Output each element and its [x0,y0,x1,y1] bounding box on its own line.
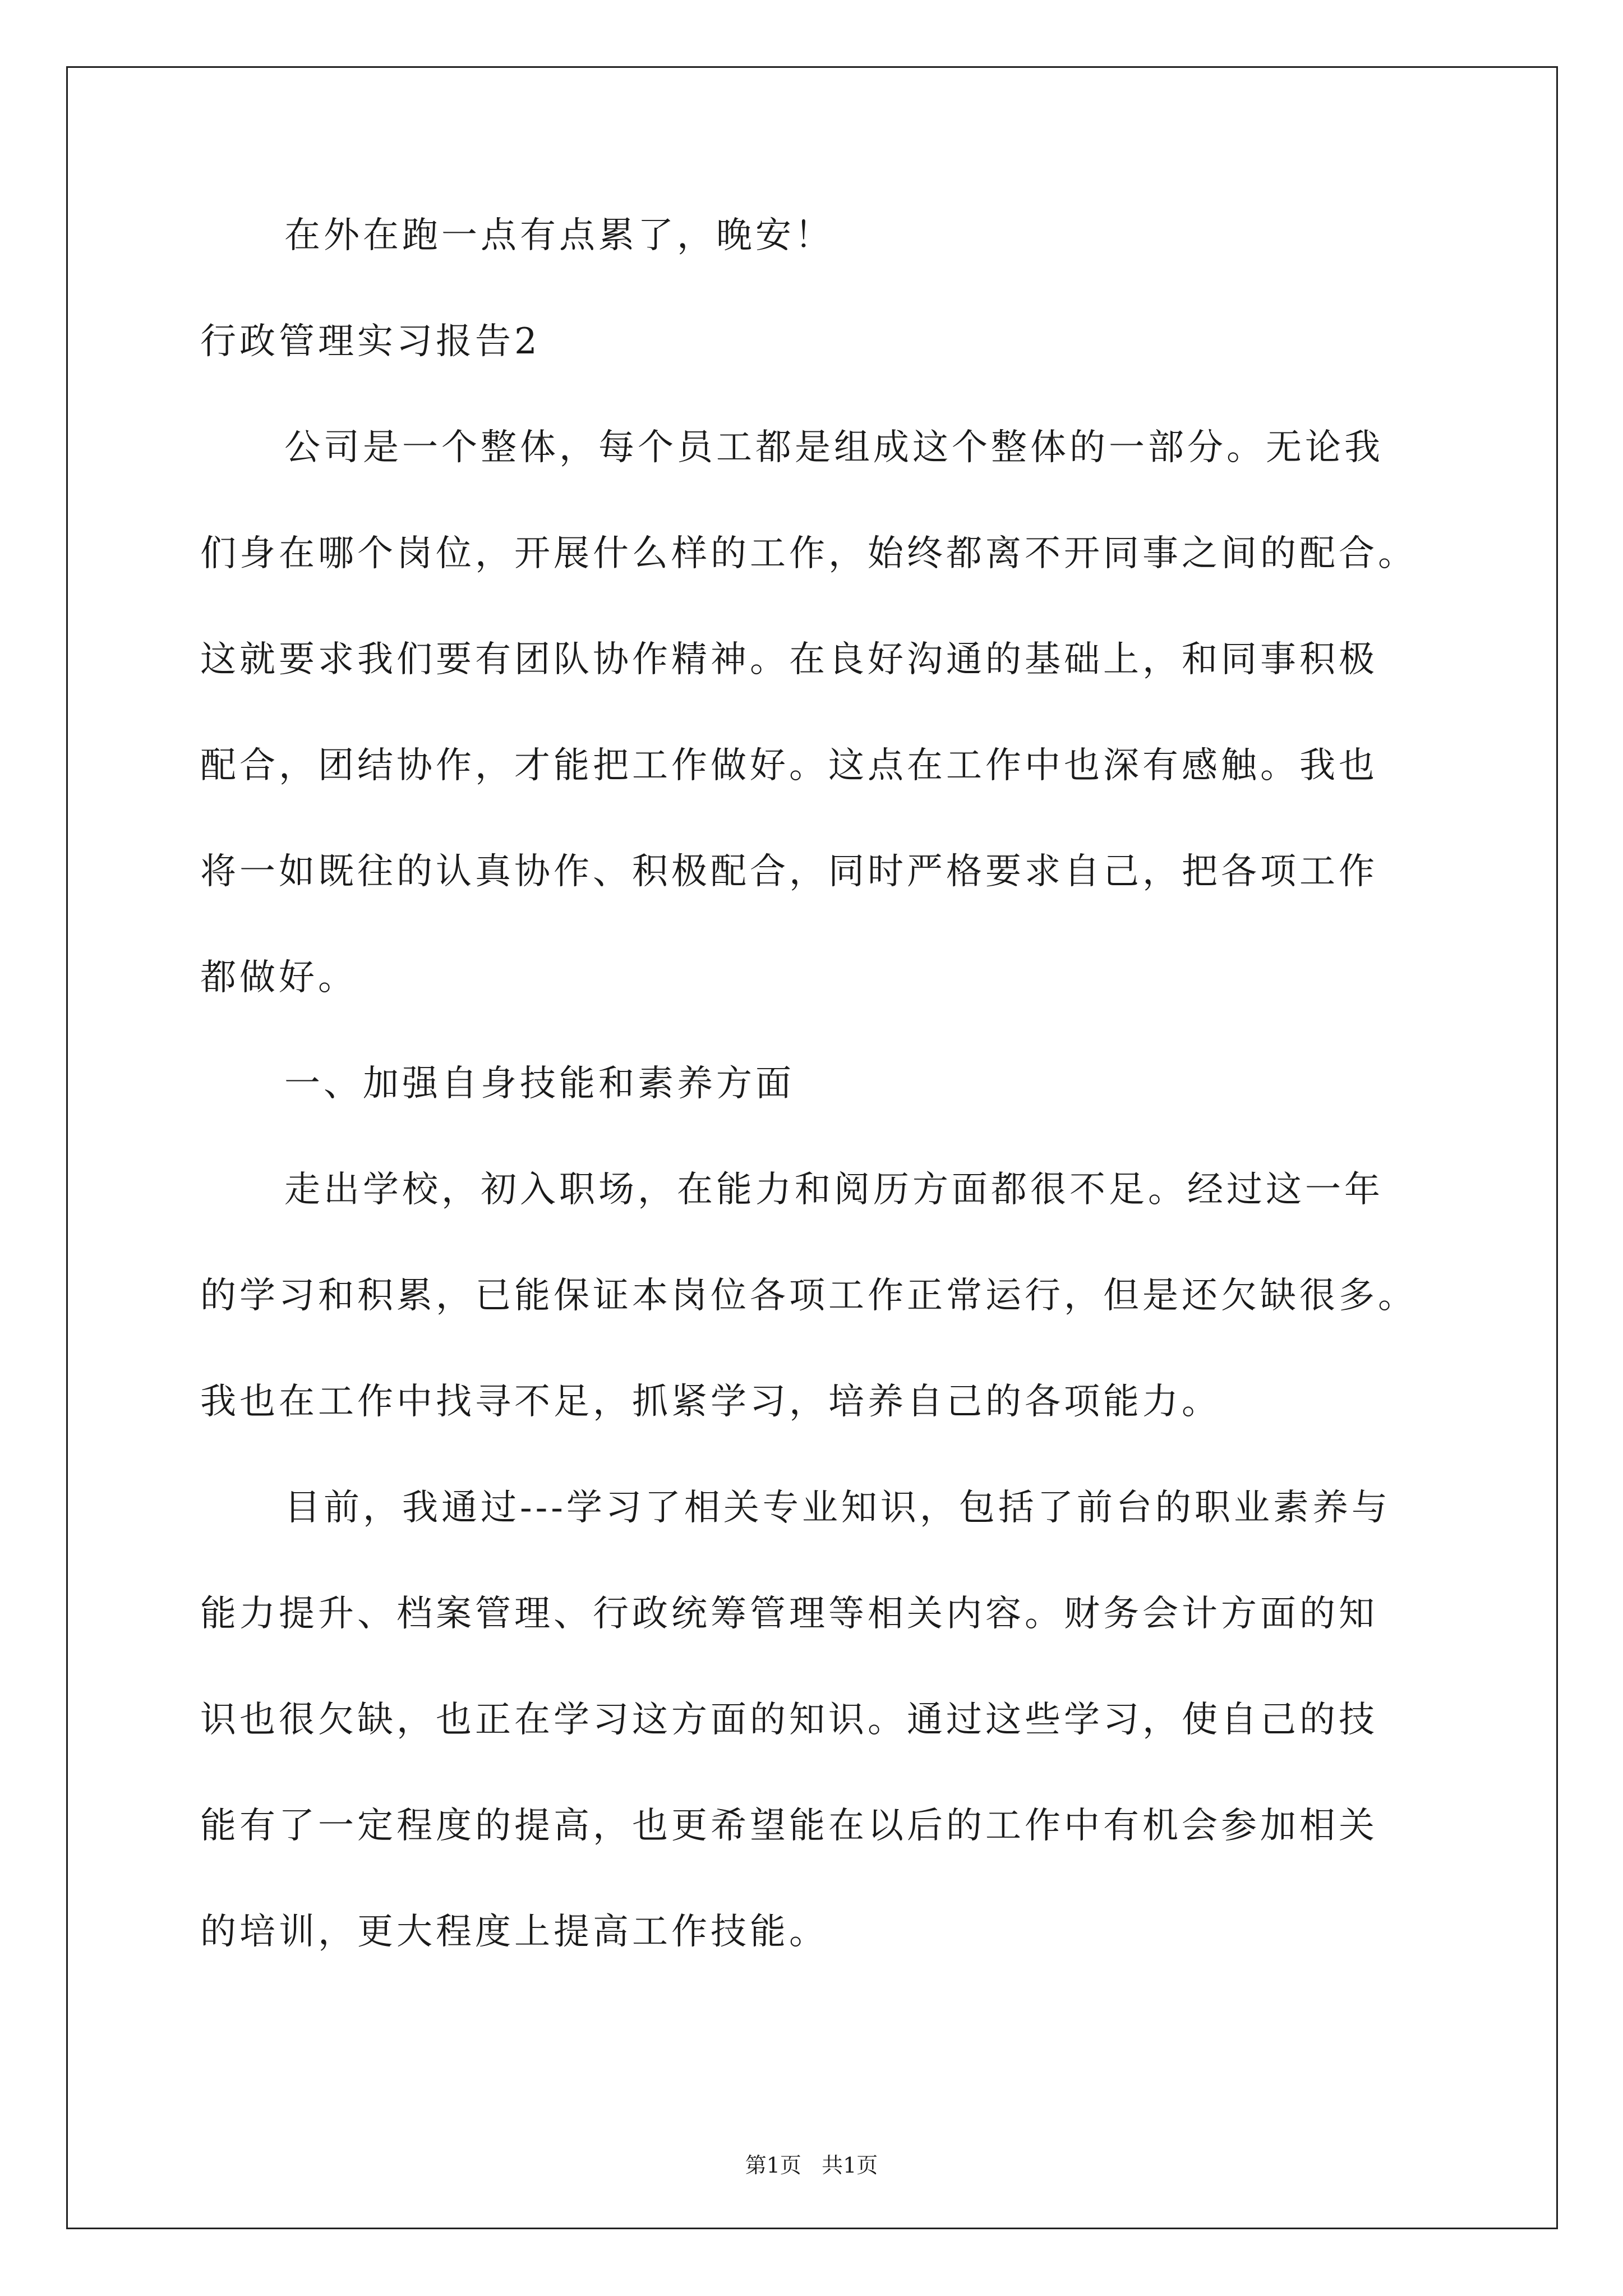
paragraph-line: 配合，团结协作，才能把工作做好。这点在工作中也深有感触。我也 [200,745,1378,786]
paragraph-closing-line: 在外在跑一点有点累了，晚安！ [284,215,834,256]
page-number-footer: 第1页 共1页 [745,2153,878,2178]
paragraph-line: 能力提升、档案管理、行政统筹管理等相关内容。财务会计方面的知 [200,1593,1378,1635]
section-heading: 行政管理实习报告2 [200,321,541,362]
paragraph-line: 走出学校，初入职场，在能力和阅历方面都很不足。经过这一年 [284,1169,1384,1211]
paragraph-line: 的培训，更大程度上提高工作技能。 [200,1911,828,1953]
paragraph-line: 目前，我通过---学习了相关专业知识，包括了前台的职业素养与 [284,1487,1391,1529]
paragraph-line: 能有了一定程度的提高，也更希望能在以后的工作中有机会参加相关 [200,1805,1378,1847]
paragraph-line: 公司是一个整体，每个员工都是组成这个整体的一部分。无论我 [284,427,1384,468]
paragraph-line: 都做好。 [200,957,357,999]
paragraph-line: 我也在工作中找寻不足，抓紧学习，培养自己的各项能力。 [200,1381,1221,1423]
page-border [66,66,1558,2229]
subsection-heading: 一、加强自身技能和素养方面 [284,1063,795,1105]
paragraph-line: 识也很欠缺，也正在学习这方面的知识。通过这些学习，使自己的技 [200,1699,1378,1741]
paragraph-line: 这就要求我们要有团队协作精神。在良好沟通的基础上，和同事积极 [200,639,1378,680]
paragraph-line: 们身在哪个岗位，开展什么样的工作，始终都离不开同事之间的配合。 [200,533,1417,574]
paragraph-line: 的学习和积累，已能保证本岗位各项工作正常运行，但是还欠缺很多。 [200,1275,1417,1317]
paragraph-line: 将一如既往的认真协作、积极配合，同时严格要求自己，把各项工作 [200,851,1378,892]
